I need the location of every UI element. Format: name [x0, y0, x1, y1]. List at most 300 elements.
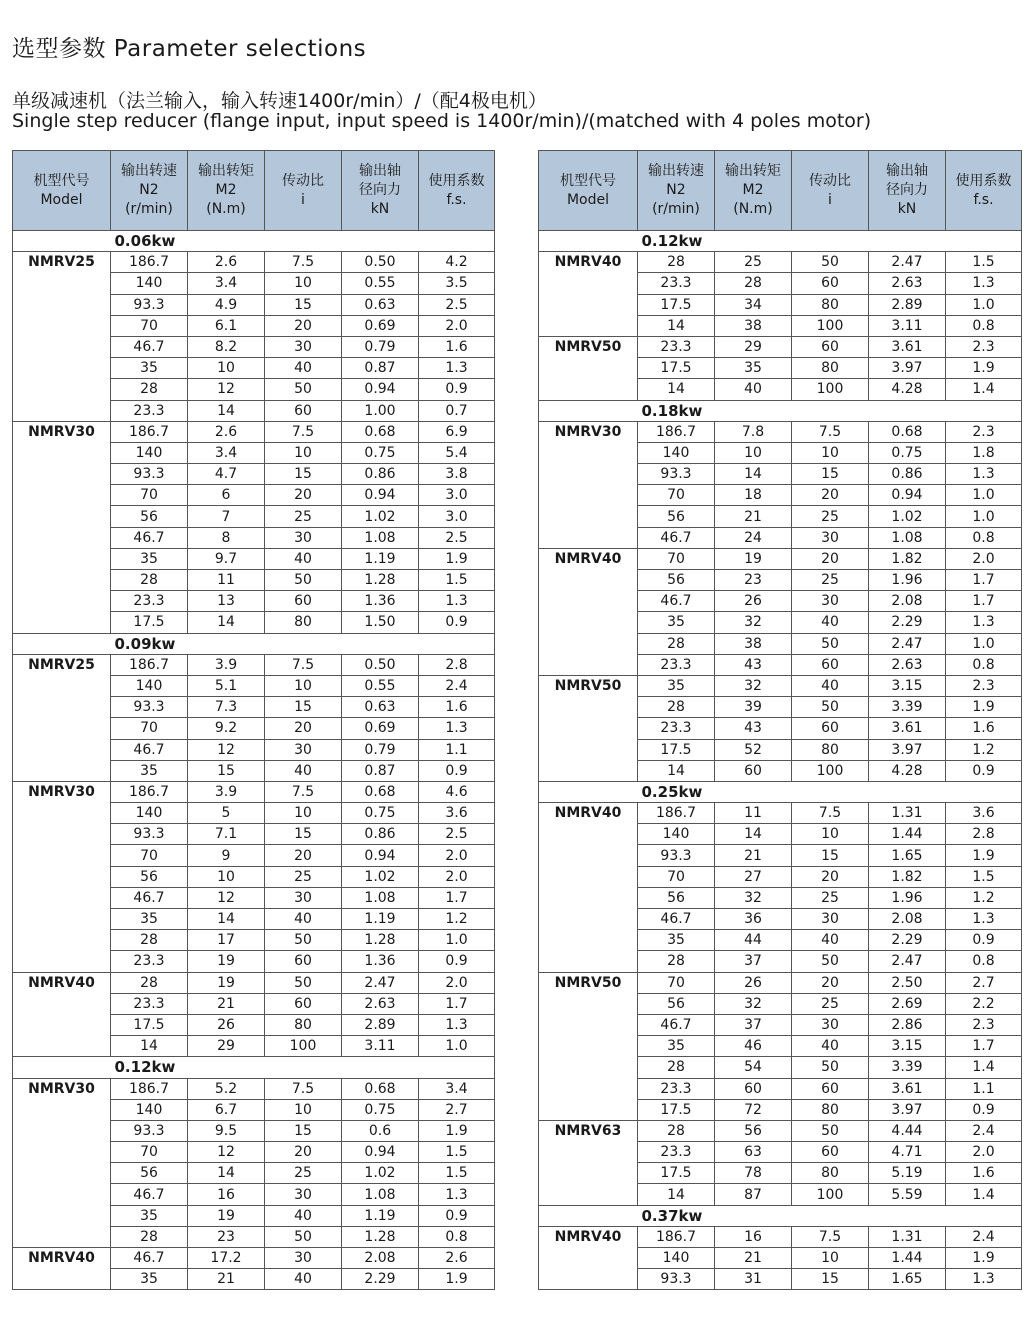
table-cell: 25	[265, 1163, 342, 1184]
table-cell: 7.5	[265, 1078, 342, 1099]
table-cell: 7.5	[265, 252, 342, 273]
table-cell: 0.75	[342, 1099, 419, 1120]
table-cell: 3.4	[419, 1078, 495, 1099]
table-cell: 46	[715, 1036, 792, 1057]
column-header-line: 径向力	[359, 182, 401, 198]
table-cell: 1.96	[869, 887, 946, 908]
table-cell: 0.68	[869, 421, 946, 442]
table-cell: 25	[792, 570, 869, 591]
table-cell: 28	[638, 951, 715, 972]
table-cell: 28	[111, 1226, 188, 1247]
table-cell: 70	[111, 485, 188, 506]
table-cell: 20	[792, 866, 869, 887]
table-cell: 30	[792, 1014, 869, 1035]
table-cell: 0.8	[946, 527, 1022, 548]
model-code: NMRV30	[13, 781, 111, 972]
table-cell: 0.63	[342, 697, 419, 718]
table-cell: 1.2	[419, 909, 495, 930]
table-cell: 0.9	[419, 1205, 495, 1226]
table-cell: 46.7	[638, 1014, 715, 1035]
table-row	[13, 654, 495, 675]
table-cell: 23.3	[111, 400, 188, 421]
column-header	[188, 151, 265, 231]
table-cell: 1.0	[946, 633, 1022, 654]
table-cell: 30	[792, 909, 869, 930]
table-cell: 17.5	[638, 358, 715, 379]
table-cell: 40	[265, 548, 342, 569]
table-cell: 1.9	[946, 1248, 1022, 1269]
table-cell: 1.08	[869, 527, 946, 548]
table-cell: 34	[715, 294, 792, 315]
table-cell: 50	[792, 1057, 869, 1078]
table-cell: 2.89	[342, 1014, 419, 1035]
model-code: NMRV50	[539, 675, 638, 781]
table-cell: 1.3	[946, 273, 1022, 294]
table-cell: 0.6	[342, 1120, 419, 1141]
table-cell: 14	[188, 612, 265, 633]
table-cell: 60	[792, 273, 869, 294]
table-cell: 21	[188, 1269, 265, 1290]
column-header-line: Model	[40, 191, 83, 208]
column-header	[539, 151, 638, 231]
table-cell: 3.15	[869, 675, 946, 696]
table-cell: 2.3	[946, 675, 1022, 696]
table-cell: 43	[715, 718, 792, 739]
table-cell: 17.5	[111, 1014, 188, 1035]
table-row	[539, 1120, 1022, 1141]
table-cell: 1.7	[419, 993, 495, 1014]
table-cell: 14	[638, 760, 715, 781]
table-cell: 32	[715, 612, 792, 633]
table-cell: 40	[715, 379, 792, 400]
table-cell: 2.7	[419, 1099, 495, 1120]
table-cell: 25	[792, 506, 869, 527]
table-cell: 4.6	[419, 781, 495, 802]
table-cell: 23.3	[638, 336, 715, 357]
table-cell: 70	[111, 718, 188, 739]
table-cell: 2.29	[342, 1269, 419, 1290]
table-cell: 46.7	[111, 527, 188, 548]
table-cell: 7.3	[188, 697, 265, 718]
table-cell: 186.7	[111, 252, 188, 273]
table-cell: 19	[188, 1205, 265, 1226]
table-cell: 80	[792, 358, 869, 379]
table-cell: 0.9	[946, 930, 1022, 951]
table-cell: 100	[792, 1184, 869, 1205]
table-cell: 14	[715, 824, 792, 845]
power-section-row	[539, 400, 1022, 421]
table-cell: 1.0	[946, 294, 1022, 315]
table-cell: 1.28	[342, 1226, 419, 1247]
table-row	[539, 252, 1022, 273]
table-cell: 0.8	[946, 951, 1022, 972]
table-cell: 15	[265, 1120, 342, 1141]
table-cell: 37	[715, 951, 792, 972]
table-cell: 1.8	[946, 442, 1022, 463]
table-cell: 2.47	[869, 951, 946, 972]
table-cell: 56	[638, 887, 715, 908]
table-cell: 10	[265, 803, 342, 824]
table-cell: 2.63	[342, 993, 419, 1014]
power-section-row	[539, 231, 1022, 252]
table-cell: 28	[638, 252, 715, 273]
table-cell: 2.29	[869, 612, 946, 633]
table-row	[13, 252, 495, 273]
table-cell: 1.08	[342, 1184, 419, 1205]
table-cell: 20	[265, 1142, 342, 1163]
power-rating: 0.12kw	[111, 1057, 495, 1078]
table-cell: 7.5	[792, 1226, 869, 1247]
table-cell: 0.94	[342, 1142, 419, 1163]
table-cell: 2.6	[188, 252, 265, 273]
table-cell: 3.39	[869, 697, 946, 718]
table-cell: 1.31	[869, 1226, 946, 1247]
column-header-line: 输出转矩	[198, 163, 254, 179]
table-cell: 6.1	[188, 315, 265, 336]
table-cell: 0.55	[342, 675, 419, 696]
table-cell: 1.4	[946, 379, 1022, 400]
table-cell: 7.5	[265, 421, 342, 442]
table-cell: 2.4	[946, 1120, 1022, 1141]
table-cell: 56	[111, 506, 188, 527]
table-cell: 1.6	[946, 718, 1022, 739]
table-cell: 0.7	[419, 400, 495, 421]
table-cell: 3.6	[946, 803, 1022, 824]
table-cell: 2.47	[869, 252, 946, 273]
table-cell: 23.3	[638, 718, 715, 739]
table-cell: 0.50	[342, 252, 419, 273]
table-cell: 1.3	[946, 909, 1022, 930]
table-cell: 56	[638, 993, 715, 1014]
table-cell: 3.97	[869, 739, 946, 760]
table-cell: 9.7	[188, 548, 265, 569]
table-cell: 1.08	[342, 527, 419, 548]
table-cell: 2.0	[419, 315, 495, 336]
table-cell: 15	[792, 845, 869, 866]
table-cell: 35	[638, 675, 715, 696]
model-code: NMRV63	[539, 1120, 638, 1205]
table-cell: 2.69	[869, 993, 946, 1014]
table-cell: 56	[638, 506, 715, 527]
table-cell: 40	[792, 930, 869, 951]
table-cell: 70	[638, 485, 715, 506]
table-cell: 3.0	[419, 485, 495, 506]
table-cell: 25	[715, 252, 792, 273]
table-cell: 1.19	[342, 909, 419, 930]
table-cell: 0.94	[342, 845, 419, 866]
table-cell: 4.9	[188, 294, 265, 315]
table-cell: 30	[265, 336, 342, 357]
table-cell: 5.1	[188, 675, 265, 696]
table-cell: 17.5	[638, 739, 715, 760]
table-cell: 26	[715, 972, 792, 993]
column-header-line: 输出转矩	[725, 163, 781, 179]
table-cell: 2.2	[946, 993, 1022, 1014]
table-cell: 14	[638, 1184, 715, 1205]
table-cell: 1.5	[419, 1163, 495, 1184]
table-cell: 25	[792, 887, 869, 908]
power-spacer-cell	[539, 1205, 638, 1226]
table-cell: 15	[188, 760, 265, 781]
table-cell: 40	[265, 1205, 342, 1226]
table-cell: 80	[265, 612, 342, 633]
table-cell: 21	[715, 1248, 792, 1269]
table-cell: 32	[715, 887, 792, 908]
table-cell: 140	[111, 1099, 188, 1120]
table-cell: 2.08	[869, 909, 946, 930]
table-cell: 1.36	[342, 591, 419, 612]
column-header	[13, 151, 111, 231]
table-cell: 28	[111, 570, 188, 591]
table-cell: 1.6	[419, 336, 495, 357]
table-cell: 1.9	[946, 358, 1022, 379]
model-code: NMRV30	[539, 421, 638, 548]
column-header-line: Model	[566, 191, 610, 208]
table-cell: 50	[792, 697, 869, 718]
table-cell: 56	[638, 570, 715, 591]
table-cell: 12	[188, 739, 265, 760]
table-cell: 3.11	[342, 1036, 419, 1057]
table-cell: 40	[265, 760, 342, 781]
table-cell: 0.68	[342, 781, 419, 802]
table-cell: 20	[265, 315, 342, 336]
table-cell: 70	[111, 315, 188, 336]
table-cell: 50	[265, 379, 342, 400]
table-cell: 0.9	[419, 951, 495, 972]
column-header-line: M2	[742, 182, 764, 198]
table-cell: 10	[715, 442, 792, 463]
table-cell: 14	[188, 400, 265, 421]
table-cell: 35	[111, 909, 188, 930]
table-row	[13, 781, 495, 802]
table-cell: 35	[715, 358, 792, 379]
table-cell: 35	[111, 548, 188, 569]
table-cell: 32	[715, 675, 792, 696]
table-cell: 1.3	[946, 1269, 1022, 1290]
table-cell: 46.7	[638, 591, 715, 612]
table-cell: 1.3	[419, 1014, 495, 1035]
table-cell: 4.28	[869, 379, 946, 400]
table-cell: 56	[111, 1163, 188, 1184]
table-cell: 15	[265, 294, 342, 315]
model-code: NMRV40	[539, 252, 638, 337]
table-cell: 3.39	[869, 1057, 946, 1078]
table-cell: 5	[188, 803, 265, 824]
table-cell: 23	[188, 1226, 265, 1247]
table-cell: 1.50	[342, 612, 419, 633]
power-section-row	[539, 1205, 1022, 1226]
table-cell: 20	[792, 548, 869, 569]
table-cell: 40	[792, 1036, 869, 1057]
table-cell: 21	[715, 506, 792, 527]
table-cell: 46.7	[111, 336, 188, 357]
table-row	[539, 421, 1022, 442]
table-cell: 46.7	[638, 527, 715, 548]
table-cell: 1.4	[946, 1057, 1022, 1078]
table-cell: 2.4	[946, 1226, 1022, 1247]
table-row	[13, 972, 495, 993]
table-cell: 2.3	[946, 421, 1022, 442]
power-rating: 0.06kw	[111, 231, 495, 252]
model-code: NMRV40	[539, 548, 638, 675]
table-cell: 9	[188, 845, 265, 866]
table-cell: 1.65	[869, 1269, 946, 1290]
table-cell: 4.2	[419, 252, 495, 273]
column-header	[638, 151, 715, 231]
table-cell: 52	[715, 739, 792, 760]
table-cell: 0.86	[342, 464, 419, 485]
table-cell: 30	[265, 1248, 342, 1269]
table-cell: 19	[188, 972, 265, 993]
table-cell: 3.4	[188, 273, 265, 294]
table-cell: 56	[715, 1120, 792, 1141]
table-cell: 16	[188, 1184, 265, 1205]
table-cell: 2.29	[869, 930, 946, 951]
table-cell: 14	[188, 1163, 265, 1184]
column-header	[946, 151, 1022, 231]
table-cell: 1.4	[946, 1184, 1022, 1205]
table-cell: 93.3	[638, 845, 715, 866]
table-cell: 28	[638, 1120, 715, 1141]
table-cell: 26	[188, 1014, 265, 1035]
table-cell: 14	[715, 464, 792, 485]
table-cell: 1.3	[946, 612, 1022, 633]
table-cell: 6.9	[419, 421, 495, 442]
table-cell: 20	[265, 718, 342, 739]
column-header-line: 径向力	[886, 182, 928, 198]
column-header-line: 输出轴	[359, 163, 401, 179]
table-cell: 50	[265, 570, 342, 591]
power-rating: 0.37kw	[638, 1205, 1022, 1226]
table-cell: 9.2	[188, 718, 265, 739]
power-spacer-cell	[13, 633, 111, 654]
table-cell: 15	[792, 464, 869, 485]
power-spacer-cell	[13, 1057, 111, 1078]
table-cell: 0.75	[342, 442, 419, 463]
table-cell: 30	[265, 527, 342, 548]
table-cell: 12	[188, 887, 265, 908]
table-cell: 1.9	[419, 1120, 495, 1141]
table-cell: 37	[715, 1014, 792, 1035]
table-cell: 21	[188, 993, 265, 1014]
table-cell: 3.6	[419, 803, 495, 824]
table-cell: 1.08	[342, 887, 419, 908]
table-cell: 7.1	[188, 824, 265, 845]
table-cell: 1.31	[869, 803, 946, 824]
table-cell: 2.4	[419, 675, 495, 696]
power-section-row	[539, 781, 1022, 802]
power-spacer-cell	[539, 231, 638, 252]
table-cell: 186.7	[638, 1226, 715, 1247]
model-code: NMRV50	[539, 972, 638, 1120]
column-header-line: 输出轴	[886, 163, 928, 179]
table-cell: 28	[111, 379, 188, 400]
table-cell: 12	[188, 379, 265, 400]
table-cell: 0.9	[419, 760, 495, 781]
table-cell: 14	[188, 909, 265, 930]
table-cell: 35	[111, 1269, 188, 1290]
table-cell: 54	[715, 1057, 792, 1078]
table-row	[539, 336, 1022, 357]
table-row	[13, 1248, 495, 1269]
column-header-line: 使用系数	[428, 172, 485, 189]
table-cell: 5.4	[419, 442, 495, 463]
table-cell: 60	[265, 993, 342, 1014]
table-cell: 3.97	[869, 1099, 946, 1120]
table-cell: 93.3	[111, 294, 188, 315]
table-cell: 10	[265, 273, 342, 294]
table-cell: 10	[188, 866, 265, 887]
table-cell: 5.59	[869, 1184, 946, 1205]
table-cell: 1.7	[419, 887, 495, 908]
table-cell: 140	[111, 442, 188, 463]
column-header-line: (r/min)	[125, 201, 173, 217]
table-cell: 186.7	[111, 1078, 188, 1099]
table-cell: 35	[638, 612, 715, 633]
table-cell: 6	[188, 485, 265, 506]
table-cell: 140	[111, 675, 188, 696]
table-cell: 1.00	[342, 400, 419, 421]
table-cell: 2.08	[342, 1248, 419, 1269]
power-section-row	[13, 633, 495, 654]
table-cell: 25	[792, 993, 869, 1014]
column-header-line: 机型代号	[560, 172, 616, 189]
table-cell: 1.02	[342, 1163, 419, 1184]
table-cell: 15	[265, 824, 342, 845]
table-cell: 1.1	[419, 739, 495, 760]
column-header-line: N2	[666, 182, 686, 198]
column-header-line: 机型代号	[33, 172, 90, 189]
table-cell: 1.19	[342, 548, 419, 569]
table-cell: 0.9	[946, 760, 1022, 781]
table-cell: 140	[111, 273, 188, 294]
column-header-line: kN	[897, 201, 917, 217]
table-cell: 18	[715, 485, 792, 506]
table-cell: 15	[792, 1269, 869, 1290]
power-spacer-cell	[539, 400, 638, 421]
table-row	[539, 1226, 1022, 1247]
table-cell: 0.94	[869, 485, 946, 506]
model-code: NMRV40	[13, 972, 111, 1057]
column-header-line: (N.m)	[206, 201, 246, 217]
column-header-line: f.s.	[446, 191, 467, 208]
table-cell: 186.7	[111, 654, 188, 675]
table-cell: 44	[715, 930, 792, 951]
table-cell: 10	[792, 824, 869, 845]
table-cell: 93.3	[111, 464, 188, 485]
table-cell: 78	[715, 1163, 792, 1184]
table-cell: 28	[638, 1057, 715, 1078]
table-cell: 3.61	[869, 1078, 946, 1099]
column-header-line: kN	[370, 201, 390, 217]
table-cell: 3.61	[869, 336, 946, 357]
power-rating: 0.12kw	[638, 231, 1022, 252]
table-cell: 1.02	[342, 866, 419, 887]
table-cell: 40	[792, 675, 869, 696]
table-cell: 0.75	[869, 442, 946, 463]
table-cell: 38	[715, 633, 792, 654]
table-cell: 19	[715, 548, 792, 569]
table-cell: 1.7	[946, 1036, 1022, 1057]
table-cell: 7.5	[792, 803, 869, 824]
table-cell: 10	[265, 675, 342, 696]
table-cell: 140	[638, 442, 715, 463]
table-cell: 0.8	[419, 1226, 495, 1247]
table-cell: 14	[638, 379, 715, 400]
table-cell: 23.3	[638, 273, 715, 294]
table-cell: 80	[792, 1099, 869, 1120]
table-cell: 3.11	[869, 315, 946, 336]
